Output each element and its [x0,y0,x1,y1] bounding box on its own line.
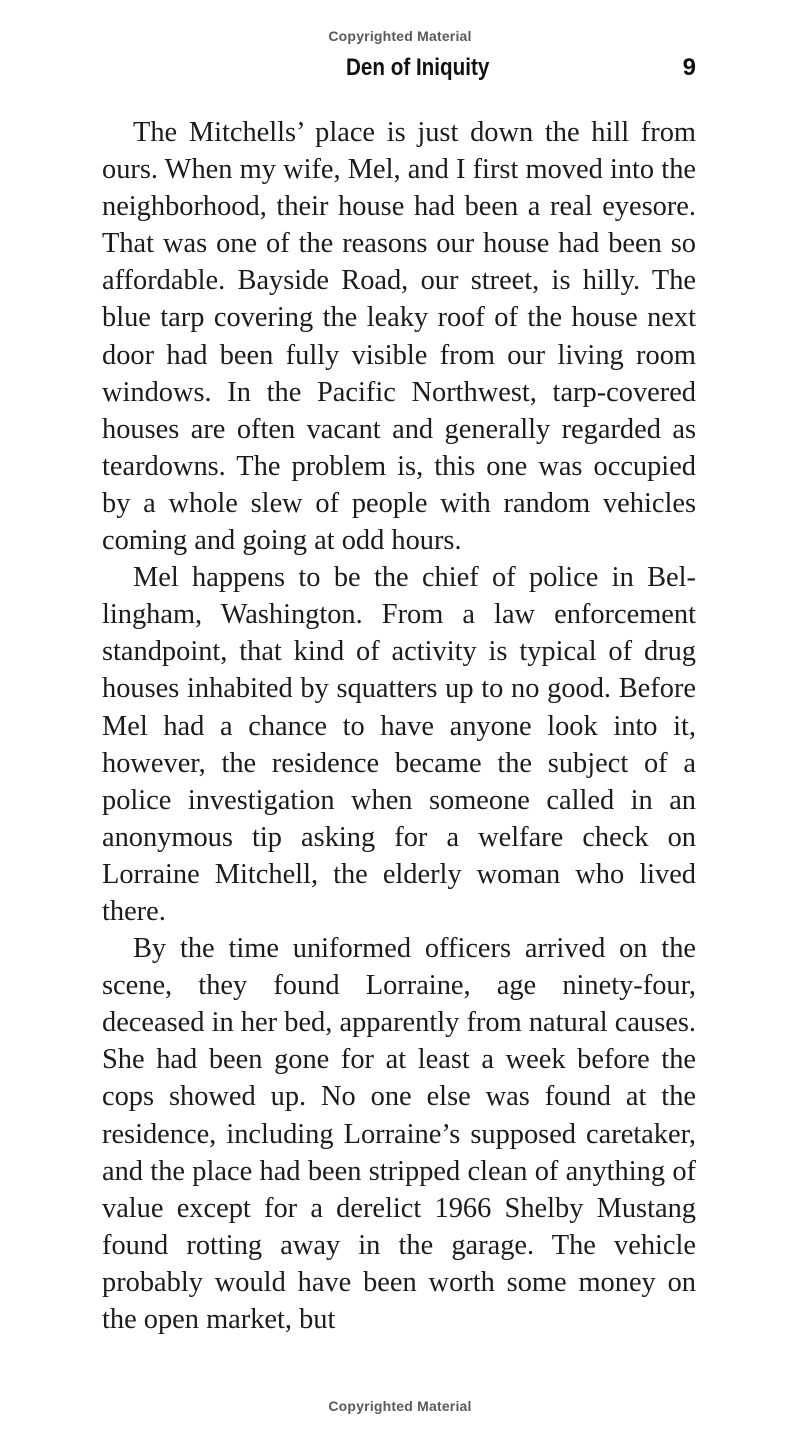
paragraph: The Mitchells’ place is just down the hill from ours. When my wife, Mel, and I first moved into the neighborhood, their house had been a real eyesore. That was one of the reasons our house had been so affordable. Bayside Road, our street, is hilly. The blue tarp covering the leaky roof of the house next door had been fully visible from our living room windows. In the Pacific Northwest, tarp-covered houses are often vacant and generally regarded as teardowns. The problem is, this one was occupied by a whole slew of people with random vehicles coming and going at odd hours. [102,117,696,557]
paragraph: By the time uniformed officers arrived on the scene, they found Lorraine, age ninety-four, deceased in her bed, apparently from natural causes. She had been gone for at least a week before the cops showed up. No one else was found at the residence, including Lorraine’s supposed caretaker, and the place had been stripped clean of anything of value except for a derelict 1966 Shelby Mustang found rotting away in the garage. The vehicle probably would have been worth some money on the open market, but [102,933,696,1335]
running-header [102,52,696,86]
copyright-watermark-bottom: Copyrighted Material [328,1398,472,1414]
copyright-watermark-top: Copyrighted Material [328,28,472,44]
page-number: 9 [682,54,696,81]
chapter-title: Den of Iniquity [346,54,490,81]
paragraph: Mel happens to be the chief of police in Bellingham, Washington. From a law enforcement standpoint, that kind of activity is typical of drug houses inhabited by squatters up to no good. Before Mel had a chance to have anyone look into it, however, the residence became the subject of a police investigation when someone called in an anonymous tip asking for a welfare check on Lorraine Mitchell, the elderly woman who lived there. [102,562,696,927]
body-text [102,114,696,1338]
